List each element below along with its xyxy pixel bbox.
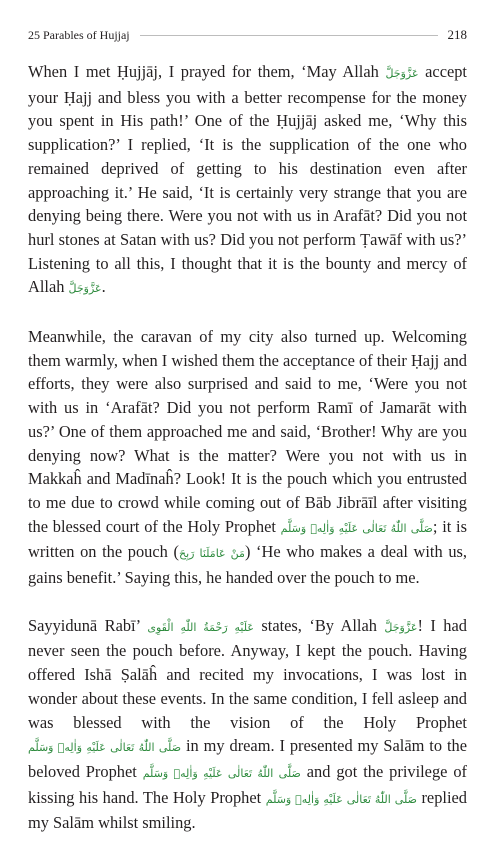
arabic-honorific: عَزَّوَجَلَّ (384, 620, 418, 634)
page-number: 218 (447, 27, 467, 42)
arabic-honorific: عَلَيْهِ رَحْمَةُ اللّٰهِ الْقَوِی (147, 620, 254, 634)
arabic-pouch-inscription: مَنْ عَامَلَنَا رَبِحَ (178, 547, 245, 561)
header-rule (140, 35, 438, 36)
paragraph-2-text-3: ) ‘He who makes a deal with us, gains benefit.’ Saying this, he handed over the pouch to me. (28, 542, 468, 588)
arabic-honorific: عَزَّوَجَلَّ (68, 282, 102, 296)
paragraph-3 (28, 614, 467, 835)
paragraph-2-text-2: ; it is written on the pouch ( (28, 516, 467, 562)
page-header (28, 26, 467, 44)
paragraph-1-text-3: . (101, 277, 106, 297)
paragraph-3-text-2: states, ‘By Allah (261, 615, 377, 635)
paragraph-3-text-3: ! I had never seen the pouch before. Anyway, I kept the pouch. Having offered Ishā Ṣalāĥ and recited my invocations, I was lost in wonder about these events. In the same condition, I fell asleep and was blessed with the vision of the Holy Prophet (28, 615, 467, 732)
body-text (28, 60, 467, 859)
paragraph-1-text-1: When I met Ḥujjāj, I prayed for them, ‘May Allah (28, 62, 379, 81)
arabic-honorific: عَزَّوَجَلَّ (385, 67, 419, 80)
running-title: 25 Parables of Hujjaj (28, 27, 130, 42)
paragraph-3-text-1: Sayyidunā Rabī’ (28, 615, 140, 635)
paragraph-2 (28, 325, 467, 590)
paragraph-2-text-1: Meanwhile, the caravan of my city also turned up. Welcoming them warmly, when I wished them the acceptance of their Ḥajj and efforts, they were also surprised and said to me, ‘Were you not with us in ‘Arafāt? Did you not perform Ramī of Jamarāt with us?’ One of them approached me and said, ‘Brother! Why are you denying now? What is the matter? Were you not with us in Makkaĥ and Madīnaĥ? Look! It is the pouch which you entrusted to me due to crowd while coming out of Bāb Jibrāīl after visiting the blessed court of the Holy Prophet (28, 327, 467, 536)
paragraph-3-text-6: replied my Salām whilst smiling. (28, 787, 467, 833)
arabic-salutation: صَلَّى اللّٰهُ تَعَالٰی عَلَيْهِ وَاٰلِهٖ وَسَلَّم (265, 792, 417, 806)
paragraph-1 (28, 60, 467, 301)
arabic-salutation: صَلَّى اللّٰهُ تَعَالٰی عَلَيْهِ وَاٰلِهٖ وَسَلَّم (28, 741, 182, 755)
paragraph-1-text-2: accept your Ḥajj and bless you with a better recompense for the money you spent in His path!’ One of the Ḥujjāj asked me, ‘Why this supplication?’ I replied, ‘It is the supplication of the one who remained deprived of getting to his destination even after approaching it.’ He said, ‘It is certainly very strange that you are denying being there. Were you not with us in Arafāt? Did you not hurl stones at Satan with us? Did you not perform Ṭawāf with us?’ Listening to all this, I thought that it is the bounty and mercy of Allah (28, 62, 467, 297)
paragraph-3-text-5: and got the privilege of kissing his hand. The Holy Prophet (28, 761, 468, 807)
arabic-salutation: صَلَّى اللّٰهُ تَعَالٰی عَلَيْهِ وَاٰلِهٖ وَسَلَّم (142, 766, 301, 780)
arabic-salutation: صَلَّى اللّٰهُ تَعَالٰی عَلَيْهِ وَاٰلِهٖ وَسَلَّم (280, 521, 433, 535)
paragraph-3-text-4: in my dream. I presented my Salām to the beloved Prophet (28, 736, 467, 781)
